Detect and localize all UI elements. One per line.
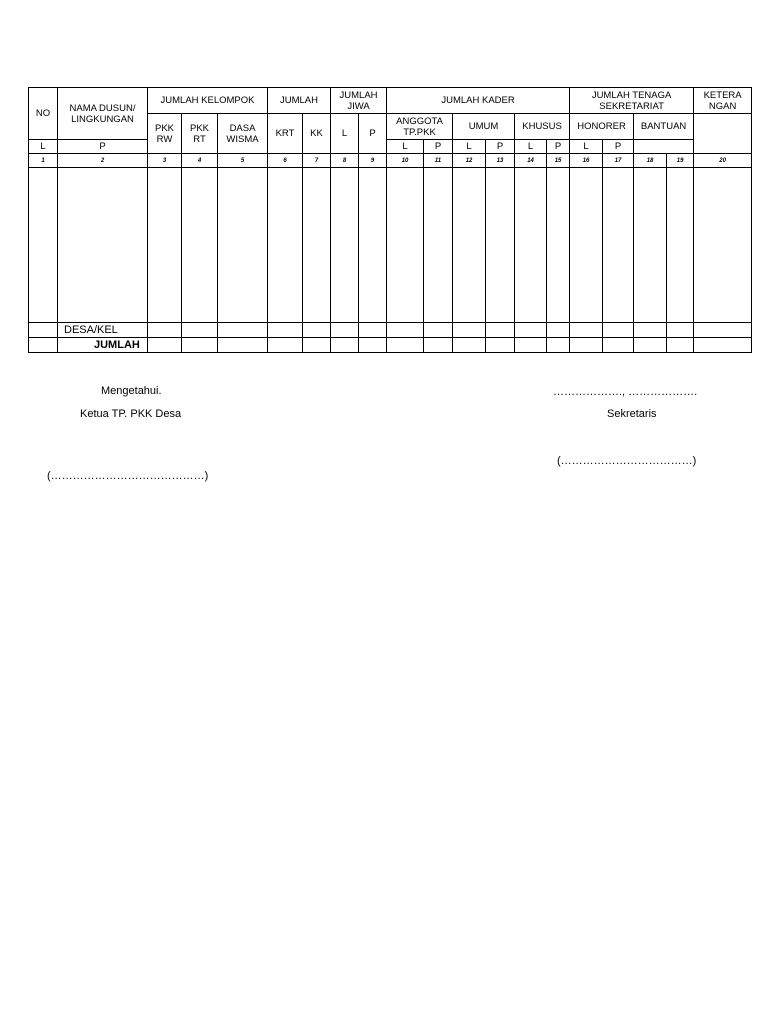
column-number: 7	[303, 154, 331, 168]
data-table	[28, 87, 752, 353]
header-jumlah-kelompok: JUMLAH KELOMPOK	[148, 88, 268, 114]
column-number: 17	[603, 154, 634, 168]
table-cell[interactable]	[303, 168, 331, 323]
table-cell[interactable]	[387, 338, 424, 353]
column-number: 18	[634, 154, 667, 168]
table-cell[interactable]	[634, 338, 667, 353]
table-cell[interactable]	[634, 323, 667, 338]
header-nama-dusun: NAMA DUSUN/ LINGKUNGAN	[58, 88, 148, 140]
table-cell[interactable]	[570, 323, 603, 338]
table-cell[interactable]	[331, 168, 359, 323]
table-cell[interactable]	[453, 168, 486, 323]
table-cell[interactable]	[148, 323, 182, 338]
ketua-name-blank: (……………………………………)	[47, 470, 209, 482]
table-cell[interactable]	[182, 323, 218, 338]
header-pkk-rt: PKK RT	[182, 114, 218, 154]
column-number: 14	[515, 154, 547, 168]
ketua-title: Ketua TP. PKK Desa	[80, 408, 182, 420]
column-number: 11	[424, 154, 453, 168]
header-honorer-l: L	[515, 140, 547, 154]
header-umum-p: P	[424, 140, 453, 154]
table-cell[interactable]	[148, 338, 182, 353]
table-cell[interactable]	[268, 168, 303, 323]
column-number: 3	[148, 154, 182, 168]
header-bantuan-l: L	[570, 140, 603, 154]
desa-kel-label: DESA/KEL	[58, 323, 148, 338]
header-khusus: KHUSUS	[515, 114, 570, 140]
table-cell[interactable]	[218, 323, 268, 338]
table-cell[interactable]	[268, 338, 303, 353]
table-cell[interactable]	[453, 338, 486, 353]
column-number: 4	[182, 154, 218, 168]
header-khusus-p: P	[486, 140, 515, 154]
table-cell[interactable]	[303, 323, 331, 338]
desa-kel-row	[29, 323, 752, 338]
table-cell[interactable]	[453, 323, 486, 338]
table-cell[interactable]	[387, 168, 424, 323]
table-cell[interactable]	[331, 323, 359, 338]
column-number: 6	[268, 154, 303, 168]
column-number: 8	[331, 154, 359, 168]
header-keterangan: KETERA NGAN	[694, 88, 752, 114]
table-cell[interactable]	[694, 323, 752, 338]
header-jiwa-p: P	[359, 114, 387, 154]
table-cell[interactable]	[182, 168, 218, 323]
header-jumlah-kader: JUMLAH KADER	[387, 88, 570, 114]
column-number: 1	[29, 154, 58, 168]
table-cell[interactable]	[424, 168, 453, 323]
header-anggota-p: P	[58, 140, 148, 154]
column-number: 12	[453, 154, 486, 168]
table-cell[interactable]	[29, 323, 58, 338]
header-pkk-rw: PKK RW	[148, 114, 182, 154]
header-krt: KRT	[268, 114, 303, 154]
table-cell[interactable]	[515, 323, 547, 338]
table-cell[interactable]	[218, 168, 268, 323]
table-cell[interactable]	[331, 338, 359, 353]
table-cell[interactable]	[486, 338, 515, 353]
table-cell[interactable]	[486, 168, 515, 323]
header-umum: UMUM	[453, 114, 515, 140]
table-cell[interactable]	[387, 323, 424, 338]
table-cell[interactable]	[570, 338, 603, 353]
place-date-blank: ………………., ……………….	[553, 386, 698, 398]
mengetahui-label: Mengetahui.	[101, 385, 162, 397]
table-body-row	[29, 168, 752, 323]
jumlah-label: JUMLAH	[58, 338, 148, 353]
header-honorer-p: P	[547, 140, 570, 154]
table-cell[interactable]	[182, 338, 218, 353]
header-bantuan-p: P	[603, 140, 634, 154]
header-khusus-l: L	[453, 140, 486, 154]
table-cell[interactable]	[58, 168, 148, 323]
table-cell[interactable]	[218, 338, 268, 353]
table-cell[interactable]	[667, 168, 694, 323]
table-cell[interactable]	[547, 168, 570, 323]
header-no: NO	[29, 88, 58, 140]
header-umum-l: L	[387, 140, 424, 154]
column-number: 13	[486, 154, 515, 168]
table-cell[interactable]	[694, 168, 752, 323]
table-cell[interactable]	[694, 338, 752, 353]
table-cell[interactable]	[303, 338, 331, 353]
table-cell[interactable]	[29, 168, 58, 323]
header-jumlah: JUMLAH	[268, 88, 331, 114]
header-bantuan: BANTUAN	[634, 114, 694, 140]
column-number: 2	[58, 154, 148, 168]
table-cell[interactable]	[603, 168, 634, 323]
table-cell[interactable]	[547, 338, 570, 353]
table-cell[interactable]	[547, 323, 570, 338]
sekretaris-title: Sekretaris	[607, 408, 657, 420]
header-honorer: HONORER	[570, 114, 634, 140]
table-cell[interactable]	[603, 338, 634, 353]
header-jiwa-l: L	[331, 114, 359, 154]
table-cell[interactable]	[359, 168, 387, 323]
jumlah-row	[29, 338, 752, 353]
column-number: 10	[387, 154, 424, 168]
header-jumlah-tenaga-sekretariat: JUMLAH TENAGA SEKRETARIAT	[570, 88, 694, 114]
sekretaris-name-blank: (………………………………)	[557, 455, 697, 467]
header-kk: KK	[303, 114, 331, 154]
table-cell[interactable]	[667, 323, 694, 338]
column-number: 16	[570, 154, 603, 168]
table-cell[interactable]	[424, 338, 453, 353]
column-number: 9	[359, 154, 387, 168]
column-number: 5	[218, 154, 268, 168]
table-cell[interactable]	[667, 338, 694, 353]
column-number: 19	[667, 154, 694, 168]
header-anggota-l: L	[29, 140, 58, 154]
table-cell[interactable]	[515, 338, 547, 353]
table-cell[interactable]	[268, 323, 303, 338]
header-keterangan-blank	[694, 114, 752, 154]
column-number: 20	[694, 154, 752, 168]
table-cell[interactable]	[359, 338, 387, 353]
table-cell[interactable]	[148, 168, 182, 323]
table-cell[interactable]	[29, 338, 58, 353]
header-dasa-wisma: DASA WISMA	[218, 114, 268, 154]
header-jumlah-jiwa: JUMLAH JIWA	[331, 88, 387, 114]
header-anggota-tp-pkk: ANGGOTA TP.PKK	[387, 114, 453, 140]
table-cell[interactable]	[570, 168, 603, 323]
table-cell[interactable]	[634, 168, 667, 323]
table-cell[interactable]	[603, 323, 634, 338]
table-cell[interactable]	[486, 323, 515, 338]
column-number: 15	[547, 154, 570, 168]
table-cell[interactable]	[424, 323, 453, 338]
table-cell[interactable]	[359, 323, 387, 338]
table-cell[interactable]	[515, 168, 547, 323]
